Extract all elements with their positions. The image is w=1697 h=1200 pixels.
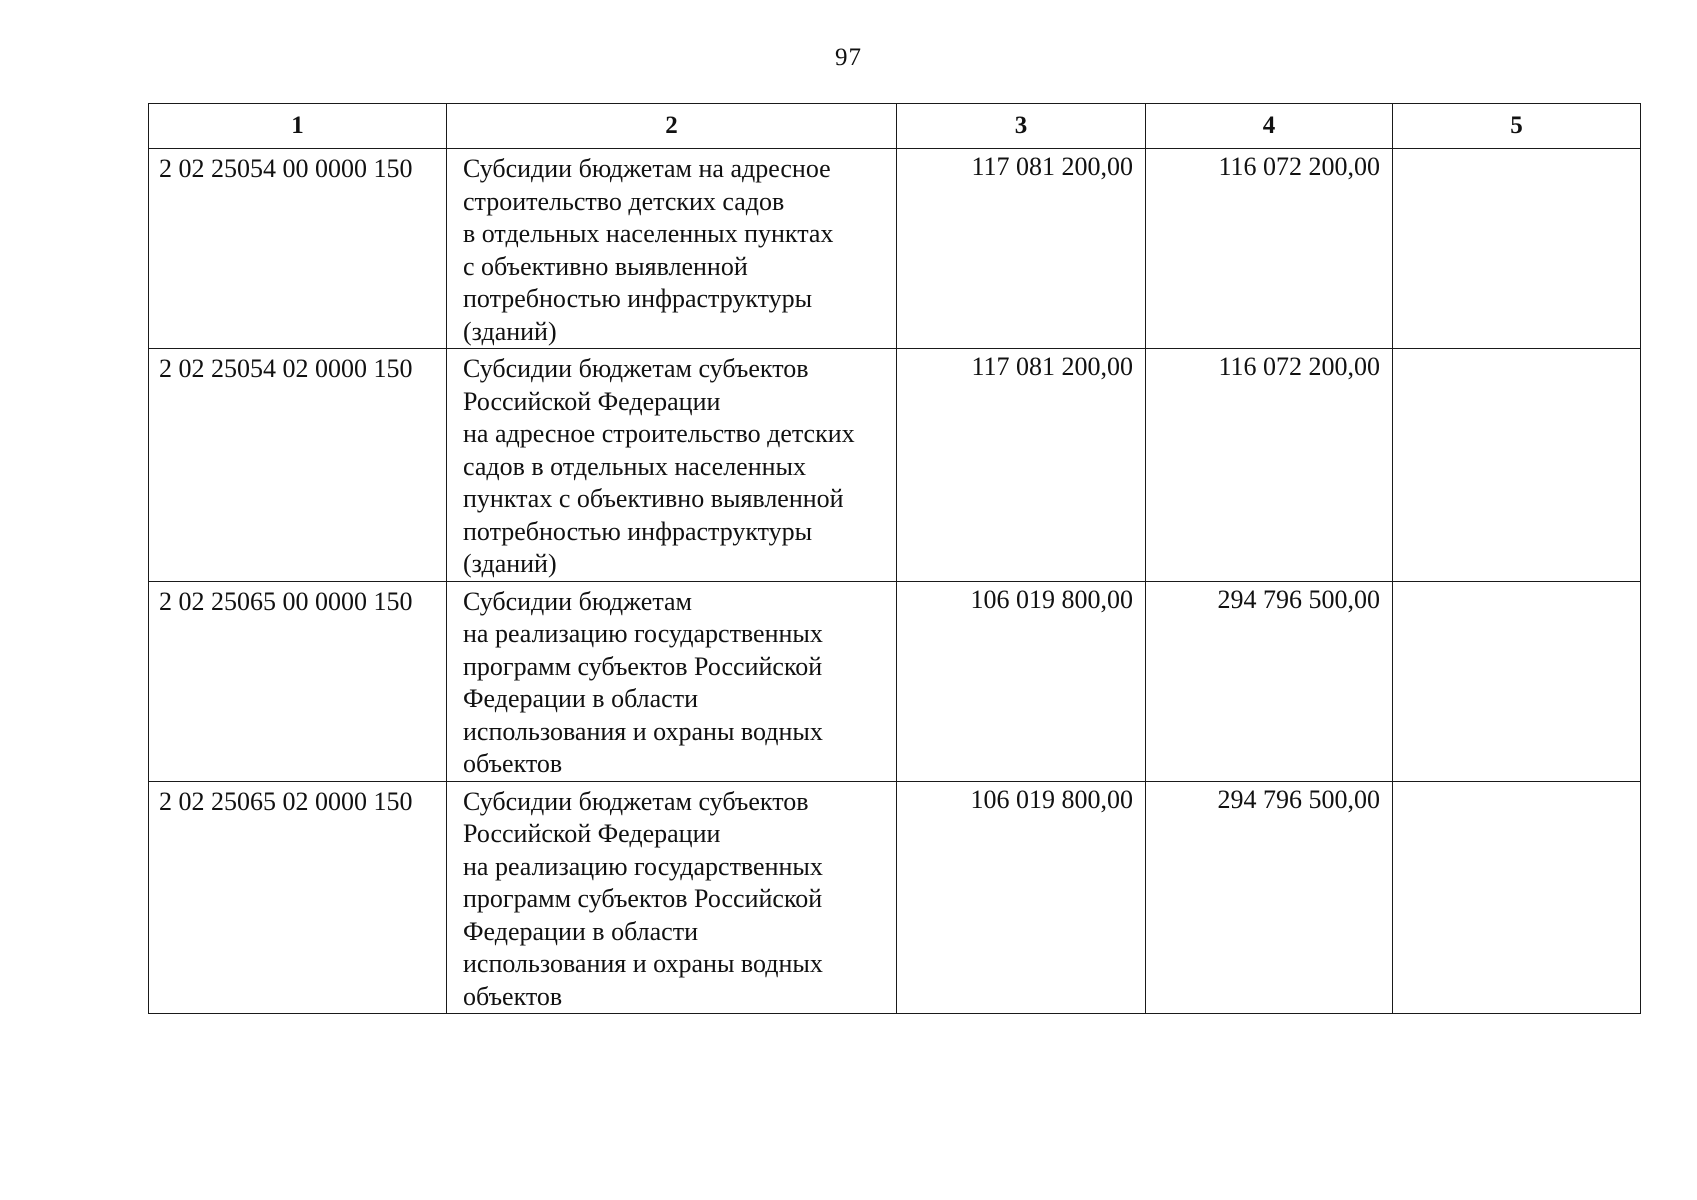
row-name-line: Субсидии бюджетам субъектов	[463, 786, 809, 816]
page-number: 97	[835, 44, 862, 71]
row-name-line: Федерации в области	[463, 916, 698, 946]
header-row	[149, 104, 1641, 149]
row-code: 2 02 25065 00 0000 150	[149, 581, 447, 781]
row-name	[447, 581, 897, 781]
row-name-line: в отдельных населенных пунктах	[463, 219, 834, 248]
row-name-line: пунктах с объективно выявленной	[463, 484, 844, 513]
row-name	[447, 349, 897, 582]
header-col-5: 5	[1393, 104, 1641, 149]
table-row	[149, 349, 1641, 582]
row-code: 2 02 25065 02 0000 150	[149, 781, 447, 1014]
row-amount-col3: 117 081 200,00	[897, 349, 1146, 582]
row-name	[447, 781, 897, 1014]
table-row	[149, 149, 1641, 349]
row-name-line: объектов	[463, 749, 563, 778]
row-name-line: программ субъектов Российской	[463, 884, 823, 913]
table-row	[149, 581, 1641, 781]
row-col5	[1393, 349, 1641, 582]
row-name-line: использования и охраны водных	[463, 716, 823, 746]
row-name-line: на реализацию государственных	[463, 851, 823, 881]
row-amount-col4: 116 072 200,00	[1146, 349, 1393, 582]
row-name-line: использования и охраны водных	[463, 949, 823, 978]
row-name-line: Субсидии бюджетам на адресное	[463, 154, 831, 183]
row-amount-col3: 106 019 800,00	[897, 581, 1146, 781]
row-name-line: Субсидии бюджетам	[463, 586, 692, 616]
row-name-line: объектов	[463, 981, 563, 1011]
row-name-line: с объективно выявленной	[463, 251, 748, 281]
row-name-line: потребностью инфраструктуры	[463, 284, 813, 313]
row-amount-col3: 106 019 800,00	[897, 781, 1146, 1014]
row-amount-col4: 294 796 500,00	[1146, 581, 1393, 781]
row-col5	[1393, 581, 1641, 781]
header-col-3: 3	[897, 104, 1146, 149]
row-name-line: Российской Федерации	[463, 386, 721, 416]
row-name-line: садов в отдельных населенных	[463, 451, 807, 481]
row-name-line: на реализацию государственных	[463, 619, 823, 648]
table-row	[149, 781, 1641, 1014]
header-col-4: 4	[1146, 104, 1393, 149]
row-amount-col4: 116 072 200,00	[1146, 149, 1393, 349]
row-code: 2 02 25054 02 0000 150	[149, 349, 447, 582]
row-col5	[1393, 149, 1641, 349]
row-name-line: Федерации в области	[463, 684, 698, 713]
header-col-1: 1	[149, 104, 447, 149]
row-code: 2 02 25054 00 0000 150	[149, 149, 447, 349]
row-name-line: программ субъектов Российской	[463, 651, 823, 681]
row-name-line: потребностью инфраструктуры	[463, 516, 813, 546]
row-name	[447, 149, 897, 349]
row-name-line: (зданий)	[463, 316, 557, 346]
row-amount-col4: 294 796 500,00	[1146, 781, 1393, 1014]
row-name-line: Российской Федерации	[463, 819, 721, 848]
row-col5	[1393, 781, 1641, 1014]
budget-table	[148, 103, 1641, 1014]
row-name-line: на адресное строительство детских	[463, 419, 855, 448]
header-col-2: 2	[447, 104, 897, 149]
row-name-line: Субсидии бюджетам субъектов	[463, 354, 809, 383]
row-name-line: строительство детских садов	[463, 186, 785, 216]
row-name-line: (зданий)	[463, 549, 557, 578]
row-amount-col3: 117 081 200,00	[897, 149, 1146, 349]
